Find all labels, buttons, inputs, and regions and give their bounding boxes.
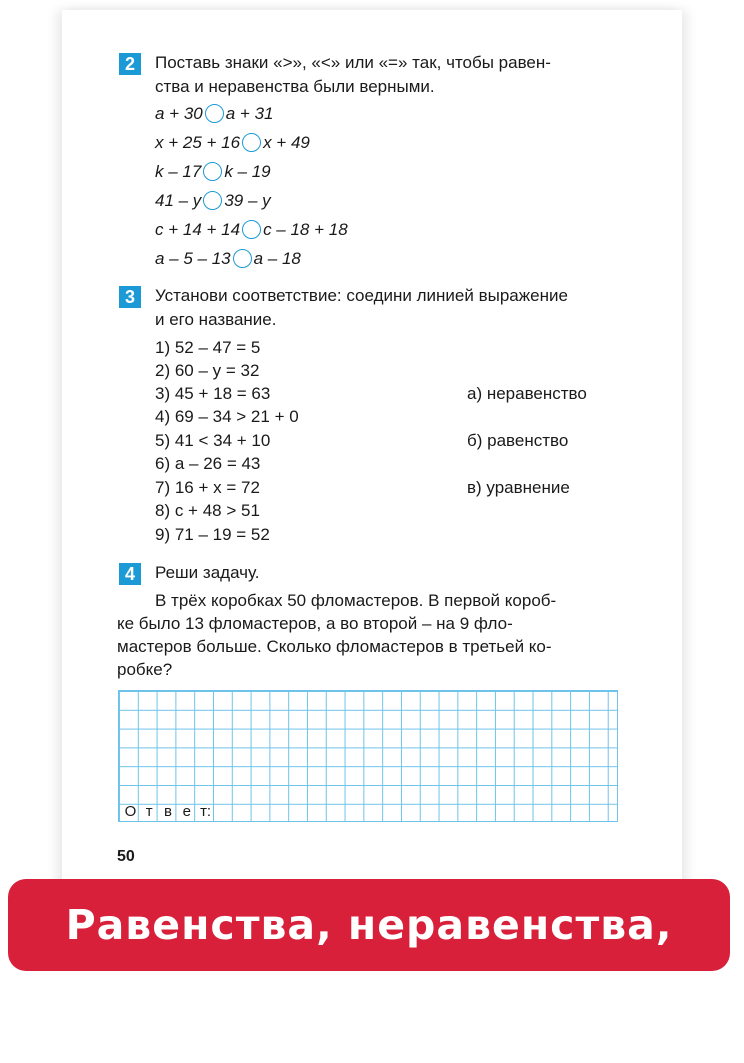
comparison-right: a – 18 bbox=[253, 249, 301, 268]
workbook-page bbox=[62, 10, 682, 890]
task-3-number: 3 bbox=[119, 286, 141, 308]
banner-title: Равенства, неравенства, уравнения bbox=[65, 901, 673, 1041]
comparison-left: a + 30 bbox=[155, 104, 203, 123]
comparison-row bbox=[155, 131, 310, 155]
name-item-inequality[interactable]: а) неравенство bbox=[467, 384, 587, 403]
answer-grid[interactable] bbox=[118, 690, 618, 822]
comparison-left: x + 25 + 16 bbox=[155, 133, 241, 152]
page-number: 50 bbox=[117, 848, 135, 865]
sign-circle[interactable] bbox=[205, 104, 224, 123]
comparison-left: c + 14 + 14 bbox=[155, 220, 241, 239]
comparison-right: a + 31 bbox=[225, 104, 274, 123]
sign-circle[interactable] bbox=[242, 220, 261, 239]
task-4-number: 4 bbox=[119, 563, 141, 585]
task-2-number: 2 bbox=[119, 53, 141, 75]
problem-line4: робке? bbox=[117, 660, 173, 679]
name-item-equation[interactable]: в) уравнение bbox=[467, 478, 570, 497]
comparison-right: k – 19 bbox=[224, 162, 271, 181]
task-3-text-line2: и его название. bbox=[155, 310, 277, 329]
sign-circle[interactable] bbox=[203, 162, 222, 181]
answer-letter: О bbox=[124, 803, 137, 820]
sign-circle[interactable] bbox=[233, 249, 252, 268]
expression-item[interactable]: 9) 71 – 19 = 52 bbox=[155, 525, 270, 544]
comparison-right: 39 – y bbox=[224, 191, 271, 210]
problem-line1: В трёх коробках 50 фломастеров. В первой короб- bbox=[155, 591, 557, 610]
name-item-equality[interactable]: б) равенство bbox=[467, 431, 569, 450]
answer-letter: т bbox=[145, 803, 153, 820]
comparison-row bbox=[155, 247, 301, 271]
task-3-text-line1: Установи соответствие: соедини линией выражение bbox=[155, 286, 568, 305]
comparison-left: k – 17 bbox=[155, 162, 202, 181]
expression-item[interactable]: 3) 45 + 18 = 63 bbox=[155, 384, 271, 403]
expression-item[interactable]: 2) 60 – y = 32 bbox=[155, 361, 260, 380]
expression-item[interactable]: 6) a – 26 = 43 bbox=[155, 454, 261, 473]
expression-item[interactable]: 5) 41 < 34 + 10 bbox=[155, 431, 271, 450]
answer-label bbox=[121, 802, 215, 821]
answer-letter: т: bbox=[200, 803, 212, 820]
comparison-row bbox=[155, 102, 274, 126]
expression-item[interactable]: 7) 16 + x = 72 bbox=[155, 478, 260, 497]
expression-item[interactable]: 4) 69 – 34 > 21 + 0 bbox=[155, 407, 299, 426]
comparison-right: c – 18 + 18 bbox=[263, 220, 348, 239]
sign-circle[interactable] bbox=[242, 133, 261, 152]
problem-line2: ке было 13 фломастеров, а во второй – на 9 фло- bbox=[117, 614, 513, 633]
answer-letter: в bbox=[164, 803, 172, 820]
expression-item[interactable]: 8) c + 48 > 51 bbox=[155, 501, 260, 520]
answer-letter: е bbox=[182, 803, 191, 820]
comparison-right: x + 49 bbox=[263, 133, 310, 152]
comparison-row bbox=[155, 189, 271, 213]
task-2-text-line1: Поставь знаки «>», «<» или «=» так, чтобы равен- bbox=[155, 53, 551, 72]
comparison-row bbox=[155, 218, 348, 242]
comparison-left: 41 – y bbox=[155, 191, 202, 210]
comparison-row bbox=[155, 160, 271, 184]
title-banner bbox=[8, 879, 730, 1041]
task-2-text-line2: ства и неравенства были верными. bbox=[155, 77, 435, 96]
task-4-title: Реши задачу. bbox=[155, 563, 260, 582]
comparison-left: a – 5 – 13 bbox=[155, 249, 231, 268]
problem-line3: мастеров больше. Сколько фломастеров в третьей ко- bbox=[117, 637, 552, 656]
expression-item[interactable]: 1) 52 – 47 = 5 bbox=[155, 338, 261, 357]
sign-circle[interactable] bbox=[203, 191, 222, 210]
